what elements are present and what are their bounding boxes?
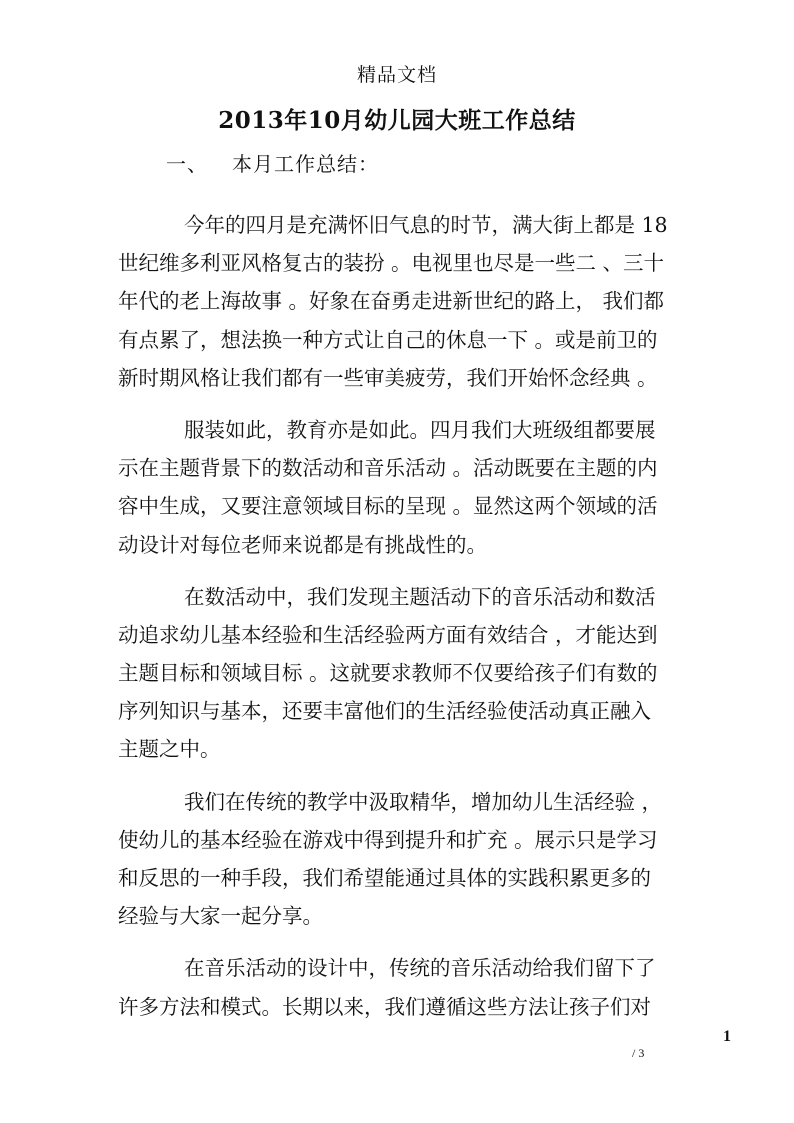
section-label: 本月工作总结：: [232, 152, 379, 176]
paragraph-line: 动追求幼儿基本经验和生活经验两方面有效结合 ，才能达到: [118, 622, 658, 647]
document-title: 2013年10月幼儿园大班工作总结: [218, 107, 576, 134]
paragraph-line: 主题之中。: [118, 737, 221, 762]
paragraph-line: 服装如此，教育亦是如此。四月我们大班级组都要展: [184, 417, 656, 442]
paragraph-line: 有点累了，想法换一种方式让自己的休息一下 。或是前卫的: [118, 327, 658, 352]
section-number: 一、: [166, 152, 208, 176]
paragraph-line: 世纪维多利亚风格复古的装扮 。电视里也尽是一些二 、三十: [118, 251, 665, 276]
paragraph-line: 序列知识与基本，还要丰富他们的生活经验使活动真正融入: [118, 699, 651, 724]
page-total: / 3: [632, 1046, 645, 1060]
paragraph-line: 容中生成，又要注意领域目标的呈现 。显然这两个领域的活: [118, 494, 658, 519]
paragraph-line: 示在主题背景下的数活动和音乐活动 。活动既要在主题的内: [118, 456, 658, 481]
paragraph-line: 在音乐活动的设计中，传统的音乐活动给我们留下了: [184, 956, 656, 981]
section-heading: [166, 148, 379, 177]
paragraph-line: 许多方法和模式。长期以来，我们遵循这些方法让孩子们对: [118, 994, 651, 1019]
paragraph-line: 动设计对每位老师来说都是有挑战性的。: [118, 532, 487, 557]
paragraph-line: 经验与大家一起分享。: [118, 904, 323, 929]
paragraph-line: 我们在传统的教学中汲取精华，增加幼儿生活经验 ，: [184, 789, 663, 814]
document-body: [118, 206, 676, 1026]
document-header: 精品文档: [356, 64, 437, 86]
paragraph-line: 主题目标和领域目标 。这就要求教师不仅要给孩子们有数的: [118, 661, 658, 686]
paragraph-line: 年代的老上海故事 。好象在奋勇走进新世纪的路上， 我们都: [118, 289, 665, 314]
paragraph-line: 新时期风格让我们都有一些审美疲劳，我们开始怀念经典 。: [118, 365, 658, 390]
paragraph-line: 在数活动中，我们发现主题活动下的音乐活动和数活: [184, 584, 656, 609]
paragraph-line: 和反思的一种手段，我们希望能通过具体的实践积累更多的: [118, 866, 651, 890]
page-number: 1: [723, 1028, 731, 1045]
paragraph-line: 使幼儿的基本经验在游戏中得到提升和扩充 。展示只是学习: [118, 827, 658, 852]
paragraph-line: 今年的四月是充满怀旧气息的时节，满大街上都是 18: [184, 213, 668, 237]
